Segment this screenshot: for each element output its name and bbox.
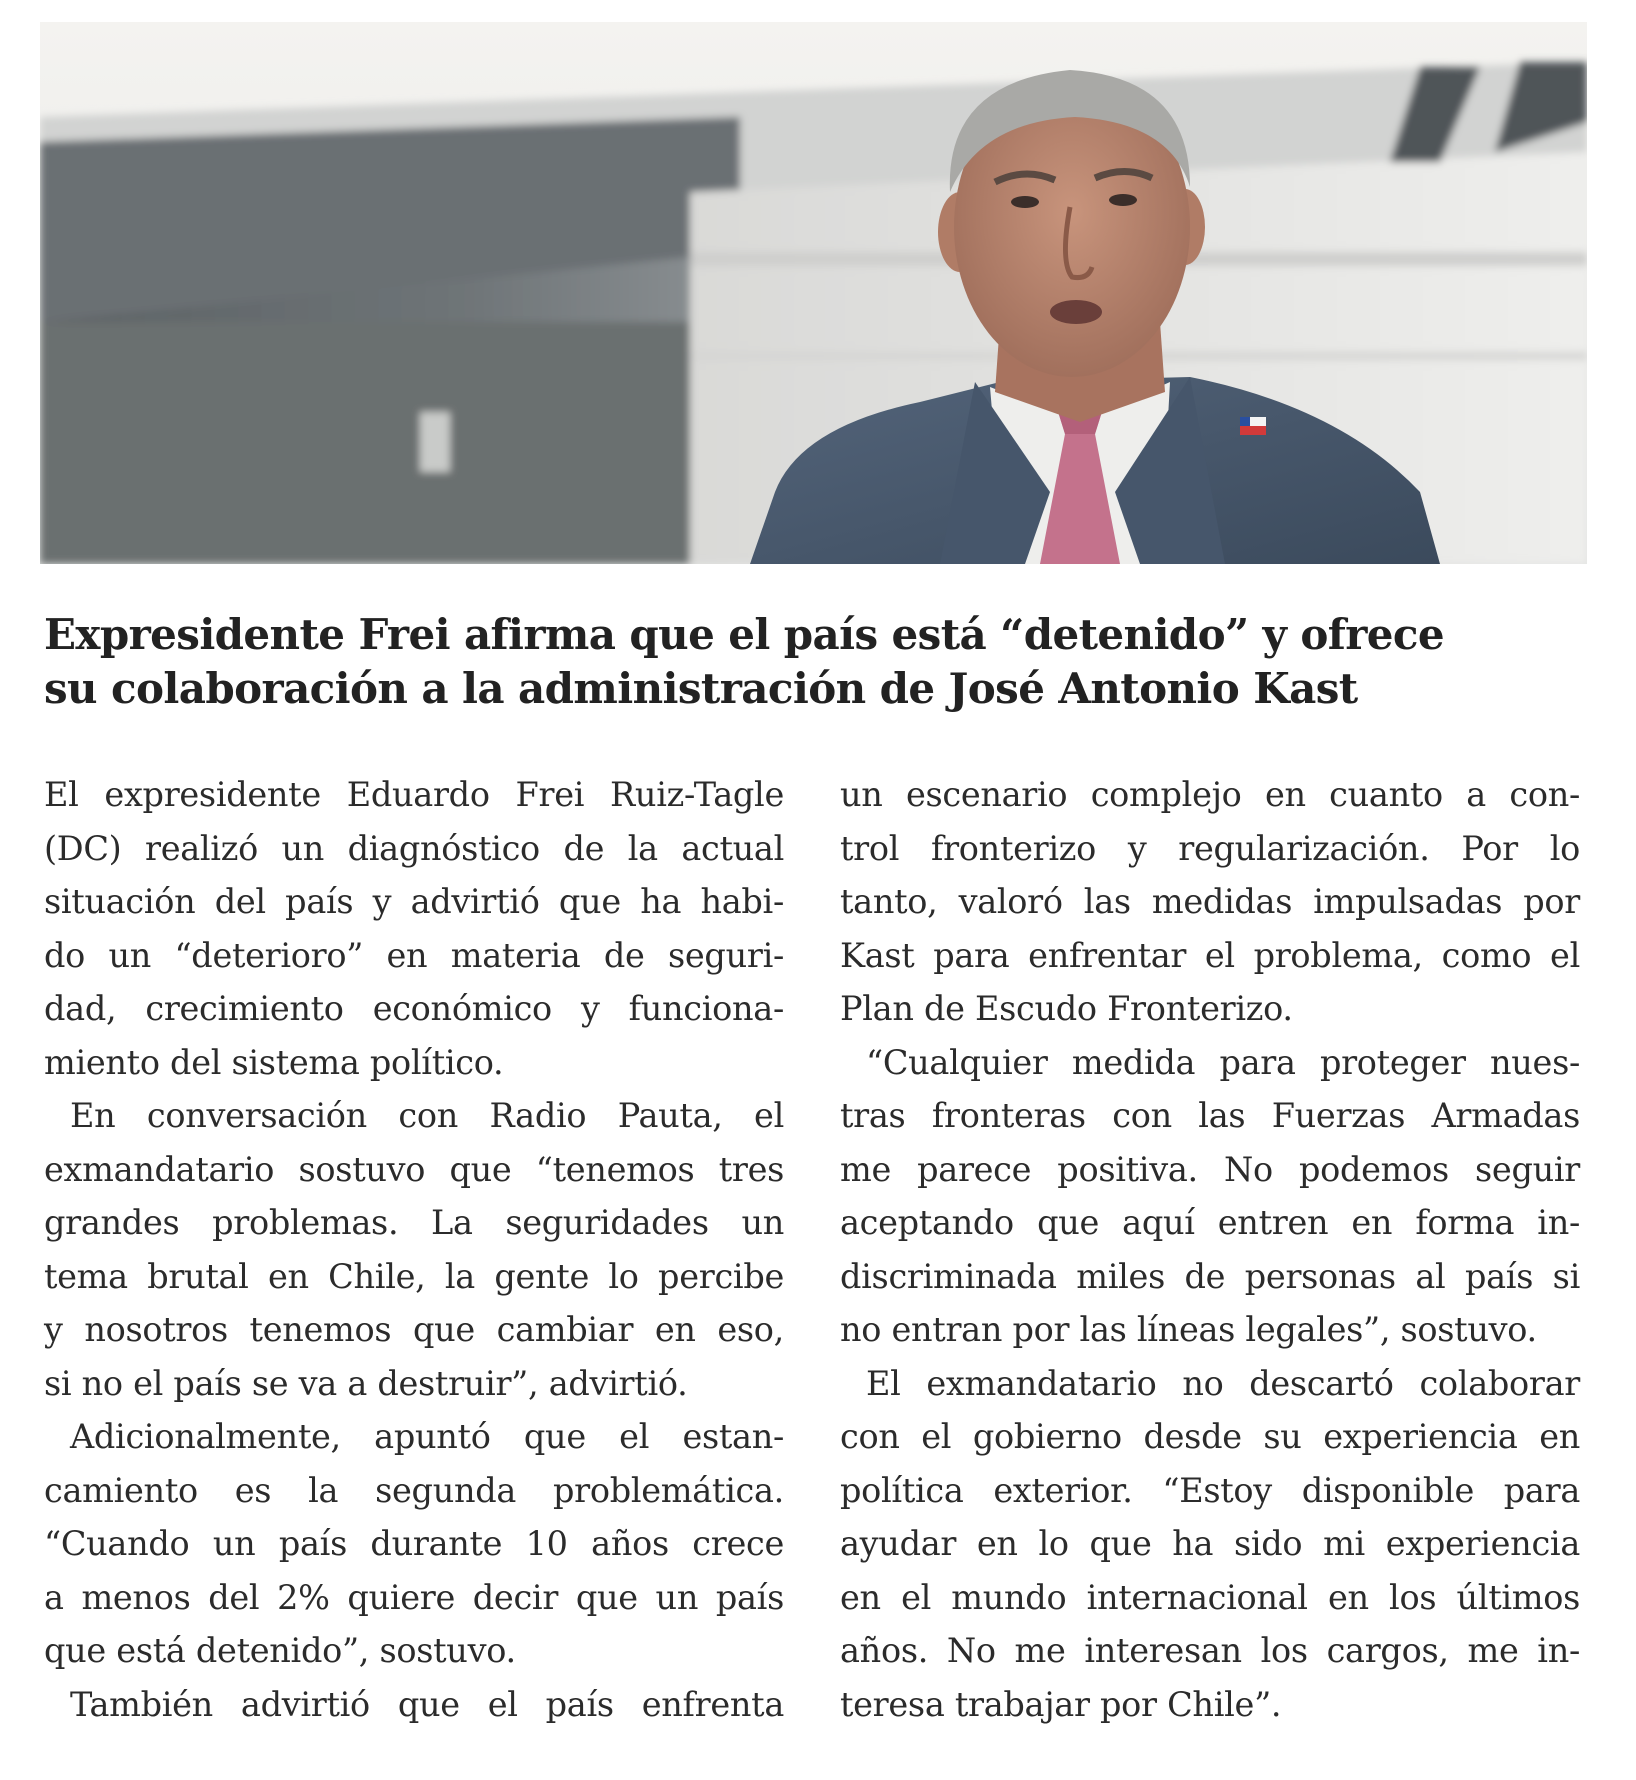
- body-line: grandes problemas. La seguridades un: [44, 1203, 784, 1242]
- body-line: si no el país se va a destruir”, advirtió.: [44, 1363, 688, 1403]
- body-line: camiento es la segunda problemática.: [44, 1470, 784, 1510]
- body-line: “Cualquier medida para proteger nues-: [866, 1042, 1580, 1082]
- body-line: que está detenido”, sostuvo.: [44, 1631, 516, 1670]
- body-line: En conversación con Radio Pauta, el: [70, 1096, 784, 1135]
- headline-line-1: Expresidente Frei afirma que el país está “detenido” y ofrece: [44, 610, 1445, 659]
- body-line: dad, crecimiento económico y funciona-: [44, 989, 784, 1028]
- body-line: con el gobierno desde su experiencia en: [840, 1417, 1580, 1456]
- body-line: trol fronterizo y regularización. Por lo: [840, 828, 1580, 868]
- body-line: en el mundo internacional en los últimos: [840, 1577, 1580, 1617]
- body-column-left: [44, 768, 784, 1731]
- article-headline: [44, 608, 1584, 716]
- body-line: do un “deterioro” en materia de seguri-: [44, 935, 784, 975]
- body-line: situación del país y advirtió que ha habi-: [44, 882, 784, 921]
- body-line: También advirtió que el país enfrenta: [70, 1684, 784, 1724]
- headline-line-2: su colaboración a la administración de José Antonio Kast: [44, 664, 1358, 713]
- body-line: Adicionalmente, apuntó que el estan-: [70, 1417, 784, 1456]
- body-line: ayudar en lo que ha sido mi experiencia: [840, 1524, 1580, 1563]
- body-line: El expresidente Eduardo Frei Ruiz-Tagle: [44, 775, 784, 814]
- body-line: me parece positiva. No podemos seguir: [840, 1149, 1580, 1189]
- body-line: El exmandatario no descartó colaborar: [866, 1363, 1580, 1403]
- body-line: a menos del 2% quiere decir que un país: [44, 1577, 784, 1617]
- body-column-right: [840, 768, 1580, 1731]
- body-line: (DC) realizó un diagnóstico de la actual: [44, 828, 784, 868]
- portrait-image: [40, 22, 1587, 564]
- body-line: no entran por las líneas legales”, sostuvo.: [840, 1310, 1537, 1349]
- body-line: exmandatario sostuvo que “tenemos tres: [44, 1149, 784, 1189]
- body-line: “Cuando un país durante 10 años crece: [44, 1524, 784, 1563]
- body-line: aceptando que aquí entren en forma in-: [840, 1203, 1580, 1242]
- body-line: tras fronteras con las Fuerzas Armadas: [840, 1096, 1580, 1135]
- article-photo: [40, 22, 1587, 564]
- body-line: política exterior. “Estoy disponible para: [840, 1470, 1580, 1510]
- body-line: y nosotros tenemos que cambiar en eso,: [44, 1310, 784, 1349]
- body-line: años. No me interesan los cargos, me in-: [840, 1631, 1580, 1670]
- body-line: un escenario complejo en cuanto a con-: [840, 775, 1580, 814]
- body-line: teresa trabajar por Chile”.: [840, 1684, 1282, 1724]
- body-line: tema brutal en Chile, la gente lo percibe: [44, 1256, 784, 1296]
- body-line: miento del sistema político.: [44, 1042, 504, 1082]
- body-line: tanto, valoró las medidas impulsadas por: [840, 882, 1580, 921]
- body-line: Plan de Escudo Fronterizo.: [840, 989, 1293, 1028]
- body-line: discriminada miles de personas al país si: [840, 1256, 1580, 1296]
- body-line: Kast para enfrentar el problema, como el: [840, 935, 1580, 975]
